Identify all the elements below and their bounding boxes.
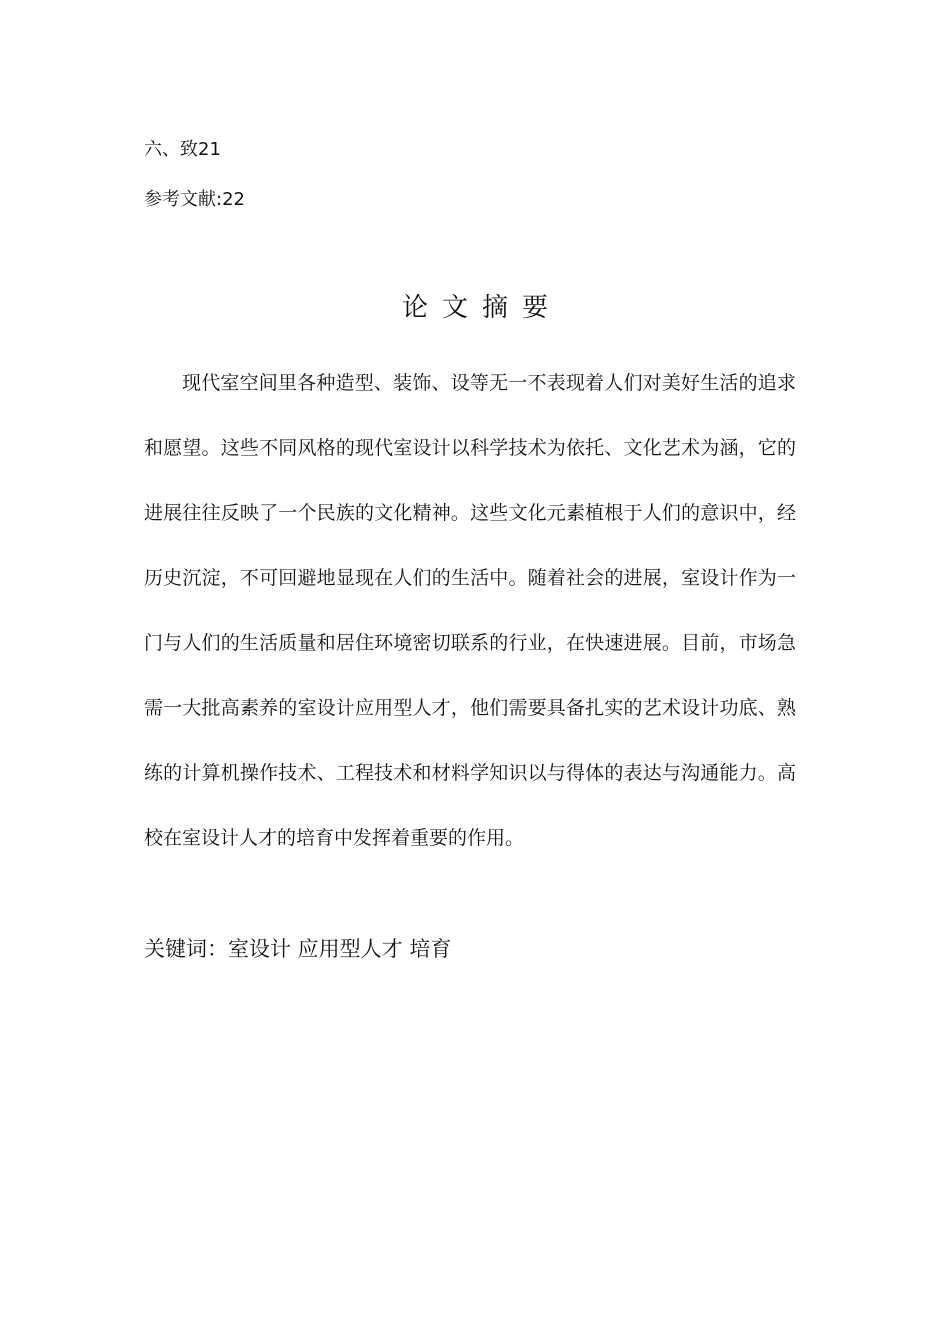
abstract-line-2: 和愿望。这些不同风格的现代室设计以科学技术为依托、文化艺术为涵，它的 bbox=[144, 437, 796, 459]
abstract-line-5: 门与人们的生活质量和居住环境密切联系的行业，在快速进展。目前，市场急 bbox=[144, 632, 796, 654]
abstract-line-1: 现代室空间里各种造型、装饰、设等无一不表现着人们对美好生活的追求 bbox=[182, 372, 796, 394]
abstract-line-3: 进展往往反映了一个民族的文化精神。这些文化元素植根于人们的意识中，经 bbox=[144, 502, 796, 524]
abstract-line-8: 校在室设计人才的培育中发挥着重要的作用。 bbox=[144, 827, 525, 849]
abstract-line-4: 历史沉淀，不可回避地显现在人们的生活中。随着社会的进展，室设计作为一 bbox=[144, 567, 796, 589]
abstract-title: 论文摘要 bbox=[401, 293, 562, 323]
toc-item-references: 参考文献:22 bbox=[144, 189, 245, 210]
toc-item-acknowledgements: 六、致21 bbox=[144, 139, 221, 160]
abstract-line-6: 需一大批高素养的室设计应用型人才，他们需要具备扎实的艺术设计功底、熟 bbox=[144, 697, 796, 719]
keywords-line: 关键词：室设计 应用型人才 培育 bbox=[144, 937, 452, 961]
abstract-line-7: 练的计算机操作技术、工程技术和材料学知识以与得体的表达与沟通能力。高 bbox=[144, 762, 796, 784]
